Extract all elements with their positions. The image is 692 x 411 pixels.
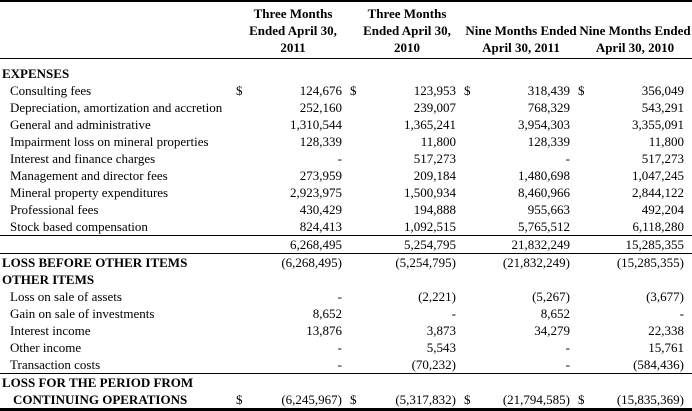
value-group <box>578 65 692 82</box>
currency-symbol <box>350 99 366 116</box>
row-label: OTHER ITEMS <box>2 272 95 287</box>
cell-value: 1,310,544 <box>290 117 342 132</box>
cell-value: 955,663 <box>527 202 570 217</box>
currency-symbol <box>464 339 480 356</box>
cell-value <box>594 271 692 288</box>
value-group <box>464 201 578 218</box>
cell-value <box>252 374 350 391</box>
cell-value <box>594 65 692 82</box>
value-group <box>578 356 692 373</box>
table-row <box>0 322 692 339</box>
value-group <box>464 356 578 373</box>
cell-value <box>366 374 464 391</box>
cell-value: - <box>565 340 570 355</box>
table-row <box>0 339 692 356</box>
value-group <box>578 133 692 150</box>
cell-value: 123,953 <box>413 83 456 98</box>
cell-value: 517,273 <box>413 151 456 166</box>
value-group <box>236 271 350 288</box>
header-line: Three Months <box>253 6 333 21</box>
currency-symbol <box>464 271 480 288</box>
currency-symbol <box>236 271 252 288</box>
value-group <box>350 391 464 408</box>
value-group <box>236 374 350 391</box>
currency-symbol <box>350 150 366 167</box>
cell-value: 6,118,280 <box>632 219 684 234</box>
value-group <box>464 305 578 322</box>
value-group <box>578 254 692 271</box>
header-line <box>578 5 692 22</box>
cell-value <box>480 65 578 82</box>
table-row <box>0 65 692 82</box>
row-label: Loss on sale of assets <box>10 289 122 304</box>
currency-symbol <box>350 133 366 150</box>
cell-value: 1,480,698 <box>518 168 570 183</box>
currency-symbol <box>464 133 480 150</box>
currency-symbol <box>236 218 252 235</box>
value-group <box>464 322 578 339</box>
value-group <box>236 133 350 150</box>
header-line: 2010 <box>394 40 420 55</box>
cell-value: 124,676 <box>299 83 342 98</box>
value-group <box>350 322 464 339</box>
value-group <box>350 184 464 201</box>
cell-value <box>366 271 464 288</box>
value-group <box>350 65 464 82</box>
value-group <box>350 116 464 133</box>
table-row <box>0 305 692 322</box>
value-group <box>350 254 464 271</box>
value-group <box>236 184 350 201</box>
header-col-nine-months-2011 <box>464 5 578 56</box>
currency-symbol <box>236 184 252 201</box>
value-group <box>350 167 464 184</box>
table-row <box>0 150 692 167</box>
cell-value: 3,355,091 <box>632 117 684 132</box>
value-group <box>350 356 464 373</box>
value-group <box>236 254 350 271</box>
cell-value: 1,047,245 <box>632 168 684 183</box>
table-row <box>0 288 692 305</box>
currency-symbol <box>464 356 480 373</box>
table-header <box>0 2 692 59</box>
table-row <box>0 218 692 235</box>
cell-value: 22,338 <box>648 323 684 338</box>
value-group <box>236 82 350 99</box>
cell-value: 6,268,495 <box>290 237 342 252</box>
cell-value: 1,365,241 <box>404 117 456 132</box>
currency-symbol <box>578 339 594 356</box>
cell-value: 5,543 <box>426 340 456 355</box>
row-label: Consulting fees <box>10 83 92 98</box>
currency-symbol <box>236 236 252 253</box>
currency-symbol <box>236 374 252 391</box>
table-row <box>0 391 692 408</box>
value-group <box>464 150 578 167</box>
table-row <box>0 116 692 133</box>
header-line: Nine Months Ended <box>465 23 577 38</box>
cell-value: (5,317,832) <box>395 392 456 407</box>
currency-symbol <box>236 305 252 322</box>
cell-value: 2,844,122 <box>632 185 684 200</box>
header-line: Nine Months Ended <box>579 23 691 38</box>
row-label: Impairment loss on mineral properties <box>10 134 209 149</box>
cell-value <box>480 271 578 288</box>
currency-symbol <box>578 116 594 133</box>
cell-value: - <box>565 151 570 166</box>
currency-symbol <box>236 356 252 373</box>
currency-symbol <box>464 65 480 82</box>
table-row <box>0 356 692 374</box>
value-group <box>464 254 578 271</box>
currency-symbol <box>578 201 594 218</box>
cell-value: (5,267) <box>532 289 570 304</box>
header-col-three-months-2011 <box>236 5 350 56</box>
value-group <box>464 339 578 356</box>
cell-value: 543,291 <box>641 100 684 115</box>
cell-value: 11,800 <box>420 134 456 149</box>
value-group <box>350 271 464 288</box>
value-group <box>236 65 350 82</box>
value-group <box>578 218 692 235</box>
header-col-three-months-2010 <box>350 5 464 56</box>
row-label: Interest and finance charges <box>10 151 156 166</box>
currency-symbol <box>236 254 252 271</box>
currency-symbol: $ <box>236 83 243 98</box>
cell-value <box>594 374 692 391</box>
currency-symbol <box>236 322 252 339</box>
currency-symbol <box>578 271 594 288</box>
currency-symbol <box>236 167 252 184</box>
cell-value: 1,500,934 <box>404 185 456 200</box>
currency-symbol <box>350 236 366 253</box>
cell-value: - <box>337 151 342 166</box>
value-group <box>578 116 692 133</box>
currency-symbol: $ <box>464 83 471 98</box>
row-label: LOSS BEFORE OTHER ITEMS <box>2 255 188 270</box>
currency-symbol <box>578 305 594 322</box>
currency-symbol <box>578 167 594 184</box>
value-group <box>350 339 464 356</box>
cell-value: 5,254,795 <box>404 237 456 252</box>
table-body <box>0 59 692 408</box>
cell-value: 15,761 <box>648 340 684 355</box>
row-label: CONTINUING OPERATIONS <box>13 392 188 407</box>
value-group <box>350 150 464 167</box>
value-group <box>236 236 350 253</box>
value-group <box>350 288 464 305</box>
currency-symbol <box>578 184 594 201</box>
row-label <box>0 236 236 253</box>
currency-symbol <box>578 236 594 253</box>
cell-value: (3,677) <box>646 289 684 304</box>
currency-symbol <box>350 322 366 339</box>
currency-symbol <box>350 339 366 356</box>
cell-value: (5,254,795) <box>395 255 456 270</box>
currency-symbol <box>464 322 480 339</box>
currency-symbol <box>464 374 480 391</box>
cell-value: (70,232) <box>411 357 456 372</box>
value-group <box>578 236 692 253</box>
value-group <box>578 391 692 408</box>
currency-symbol: $ <box>464 392 471 407</box>
value-group <box>350 218 464 235</box>
cell-value: - <box>679 306 684 321</box>
currency-symbol <box>578 254 594 271</box>
cell-value <box>480 374 578 391</box>
row-label: Interest income <box>10 323 91 338</box>
cell-value: (15,835,369) <box>616 392 684 407</box>
value-group <box>464 271 578 288</box>
currency-symbol <box>236 288 252 305</box>
cell-value: 8,652 <box>540 306 570 321</box>
value-group <box>350 374 464 391</box>
currency-symbol <box>578 322 594 339</box>
cell-value: 768,329 <box>527 100 570 115</box>
currency-symbol <box>350 65 366 82</box>
currency-symbol <box>464 218 480 235</box>
value-group <box>578 150 692 167</box>
value-group <box>578 82 692 99</box>
value-group <box>464 167 578 184</box>
currency-symbol <box>578 133 594 150</box>
currency-symbol <box>350 218 366 235</box>
row-label: Transaction costs <box>10 357 101 372</box>
currency-symbol <box>350 116 366 133</box>
currency-symbol <box>464 236 480 253</box>
cell-value: 318,439 <box>527 83 570 98</box>
currency-symbol <box>236 339 252 356</box>
value-group <box>236 356 350 373</box>
cell-value: (2,221) <box>418 289 456 304</box>
cell-value: 492,204 <box>641 202 684 217</box>
value-group <box>236 99 350 116</box>
cell-value: 8,460,966 <box>518 185 570 200</box>
row-label: Professional fees <box>10 202 99 217</box>
cell-value: 2,923,975 <box>290 185 342 200</box>
currency-symbol <box>350 356 366 373</box>
cell-value: - <box>337 340 342 355</box>
currency-symbol: $ <box>236 392 243 407</box>
header-label-spacer <box>0 5 236 56</box>
currency-symbol <box>350 305 366 322</box>
table-row <box>0 374 692 391</box>
value-group <box>578 99 692 116</box>
value-group <box>578 201 692 218</box>
cell-value: 273,959 <box>299 168 342 183</box>
cell-value: 13,876 <box>306 323 342 338</box>
currency-symbol: $ <box>578 83 585 98</box>
table-row <box>0 133 692 150</box>
currency-symbol <box>464 305 480 322</box>
cell-value: 3,873 <box>426 323 456 338</box>
currency-symbol <box>578 374 594 391</box>
value-group <box>236 218 350 235</box>
currency-symbol <box>350 271 366 288</box>
value-group <box>464 133 578 150</box>
value-group <box>236 116 350 133</box>
cell-value: (21,832,249) <box>502 255 570 270</box>
table-row <box>0 167 692 184</box>
cell-value <box>252 65 350 82</box>
value-group <box>578 288 692 305</box>
currency-symbol <box>236 116 252 133</box>
cell-value: 5,765,512 <box>518 219 570 234</box>
cell-value: 34,279 <box>534 323 570 338</box>
value-group <box>236 150 350 167</box>
cell-value: (6,245,967) <box>281 392 342 407</box>
row-label: Mineral property expenditures <box>10 185 169 200</box>
currency-symbol <box>464 167 480 184</box>
value-group <box>578 305 692 322</box>
value-group <box>464 116 578 133</box>
table-row <box>0 184 692 201</box>
value-group <box>578 167 692 184</box>
currency-symbol <box>464 99 480 116</box>
currency-symbol <box>578 356 594 373</box>
currency-symbol <box>464 150 480 167</box>
currency-symbol <box>236 150 252 167</box>
currency-symbol <box>350 184 366 201</box>
cell-value: - <box>565 357 570 372</box>
value-group <box>464 99 578 116</box>
row-label: General and administrative <box>10 117 151 132</box>
currency-symbol <box>236 133 252 150</box>
currency-symbol <box>350 254 366 271</box>
currency-symbol <box>578 99 594 116</box>
currency-symbol <box>236 201 252 218</box>
header-line: April 30, 2011 <box>482 40 560 55</box>
cell-value: 3,954,303 <box>518 117 570 132</box>
value-group <box>464 65 578 82</box>
row-label: Other income <box>10 340 82 355</box>
currency-symbol <box>350 288 366 305</box>
currency-symbol: $ <box>350 83 357 98</box>
header-line: Three Months <box>367 6 447 21</box>
cell-value: 128,339 <box>299 134 342 149</box>
value-group <box>350 99 464 116</box>
value-group <box>578 374 692 391</box>
value-group <box>464 236 578 253</box>
currency-symbol <box>578 150 594 167</box>
currency-symbol <box>350 167 366 184</box>
table-row <box>0 235 692 254</box>
currency-symbol <box>236 99 252 116</box>
value-group <box>464 184 578 201</box>
header-line: Ended April 30, <box>363 23 451 38</box>
cell-value: 21,832,249 <box>511 237 570 252</box>
value-group <box>236 201 350 218</box>
value-group <box>464 391 578 408</box>
cell-value: - <box>451 306 456 321</box>
cell-value: 11,800 <box>648 134 684 149</box>
cell-value: 252,160 <box>299 100 342 115</box>
currency-symbol <box>578 288 594 305</box>
value-group <box>236 322 350 339</box>
currency-symbol <box>350 374 366 391</box>
value-group <box>464 218 578 235</box>
value-group <box>236 391 350 408</box>
cell-value: 8,652 <box>312 306 342 321</box>
cell-value: 239,007 <box>413 100 456 115</box>
cell-value: 209,184 <box>413 168 456 183</box>
cell-value: - <box>337 357 342 372</box>
value-group <box>578 184 692 201</box>
row-label: Management and director fees <box>10 168 168 183</box>
currency-symbol <box>464 288 480 305</box>
row-label: Depreciation, amortization and accretion <box>10 100 223 115</box>
value-group <box>578 339 692 356</box>
value-group <box>464 288 578 305</box>
currency-symbol <box>464 201 480 218</box>
cell-value: 1,092,515 <box>404 219 456 234</box>
header-line: 2011 <box>280 40 306 55</box>
value-group <box>236 305 350 322</box>
currency-symbol <box>464 254 480 271</box>
value-group <box>236 167 350 184</box>
cell-value: (15,285,355) <box>616 255 684 270</box>
header-col-nine-months-2010 <box>578 5 692 56</box>
cell-value: - <box>337 289 342 304</box>
row-label: Gain on sale of investments <box>10 306 155 321</box>
value-group <box>236 288 350 305</box>
cell-value: (21,794,585) <box>502 392 570 407</box>
currency-symbol: $ <box>578 392 585 407</box>
currency-symbol <box>464 116 480 133</box>
header-line <box>464 5 578 22</box>
cell-value: (584,436) <box>633 357 684 372</box>
currency-symbol <box>236 65 252 82</box>
table-row <box>0 99 692 116</box>
row-label: Stock based compensation <box>10 219 148 234</box>
cell-value <box>252 271 350 288</box>
currency-symbol <box>464 184 480 201</box>
value-group <box>350 201 464 218</box>
cell-value: 824,413 <box>299 219 342 234</box>
header-line: April 30, 2010 <box>595 40 675 55</box>
cell-value: 517,273 <box>641 151 684 166</box>
currency-symbol <box>578 65 594 82</box>
value-group <box>350 236 464 253</box>
cell-value: (6,268,495) <box>281 255 342 270</box>
table-row <box>0 271 692 288</box>
table-row <box>0 82 692 99</box>
cell-value <box>366 65 464 82</box>
cell-value: 356,049 <box>641 83 684 98</box>
value-group <box>464 82 578 99</box>
value-group <box>464 374 578 391</box>
table-row <box>0 201 692 218</box>
value-group <box>350 133 464 150</box>
cell-value: 128,339 <box>527 134 570 149</box>
currency-symbol: $ <box>350 392 357 407</box>
header-line: Ended April 30, <box>249 23 337 38</box>
cell-value: 15,285,355 <box>625 237 684 252</box>
row-label: EXPENSES <box>2 66 70 81</box>
value-group <box>236 339 350 356</box>
value-group <box>578 322 692 339</box>
currency-symbol <box>350 201 366 218</box>
value-group <box>350 82 464 99</box>
currency-symbol <box>578 218 594 235</box>
table-row <box>0 254 692 271</box>
value-group <box>578 271 692 288</box>
cell-value: 430,429 <box>299 202 342 217</box>
value-group <box>350 305 464 322</box>
cell-value: 194,888 <box>413 202 456 217</box>
row-label: LOSS FOR THE PERIOD FROM <box>2 375 194 390</box>
